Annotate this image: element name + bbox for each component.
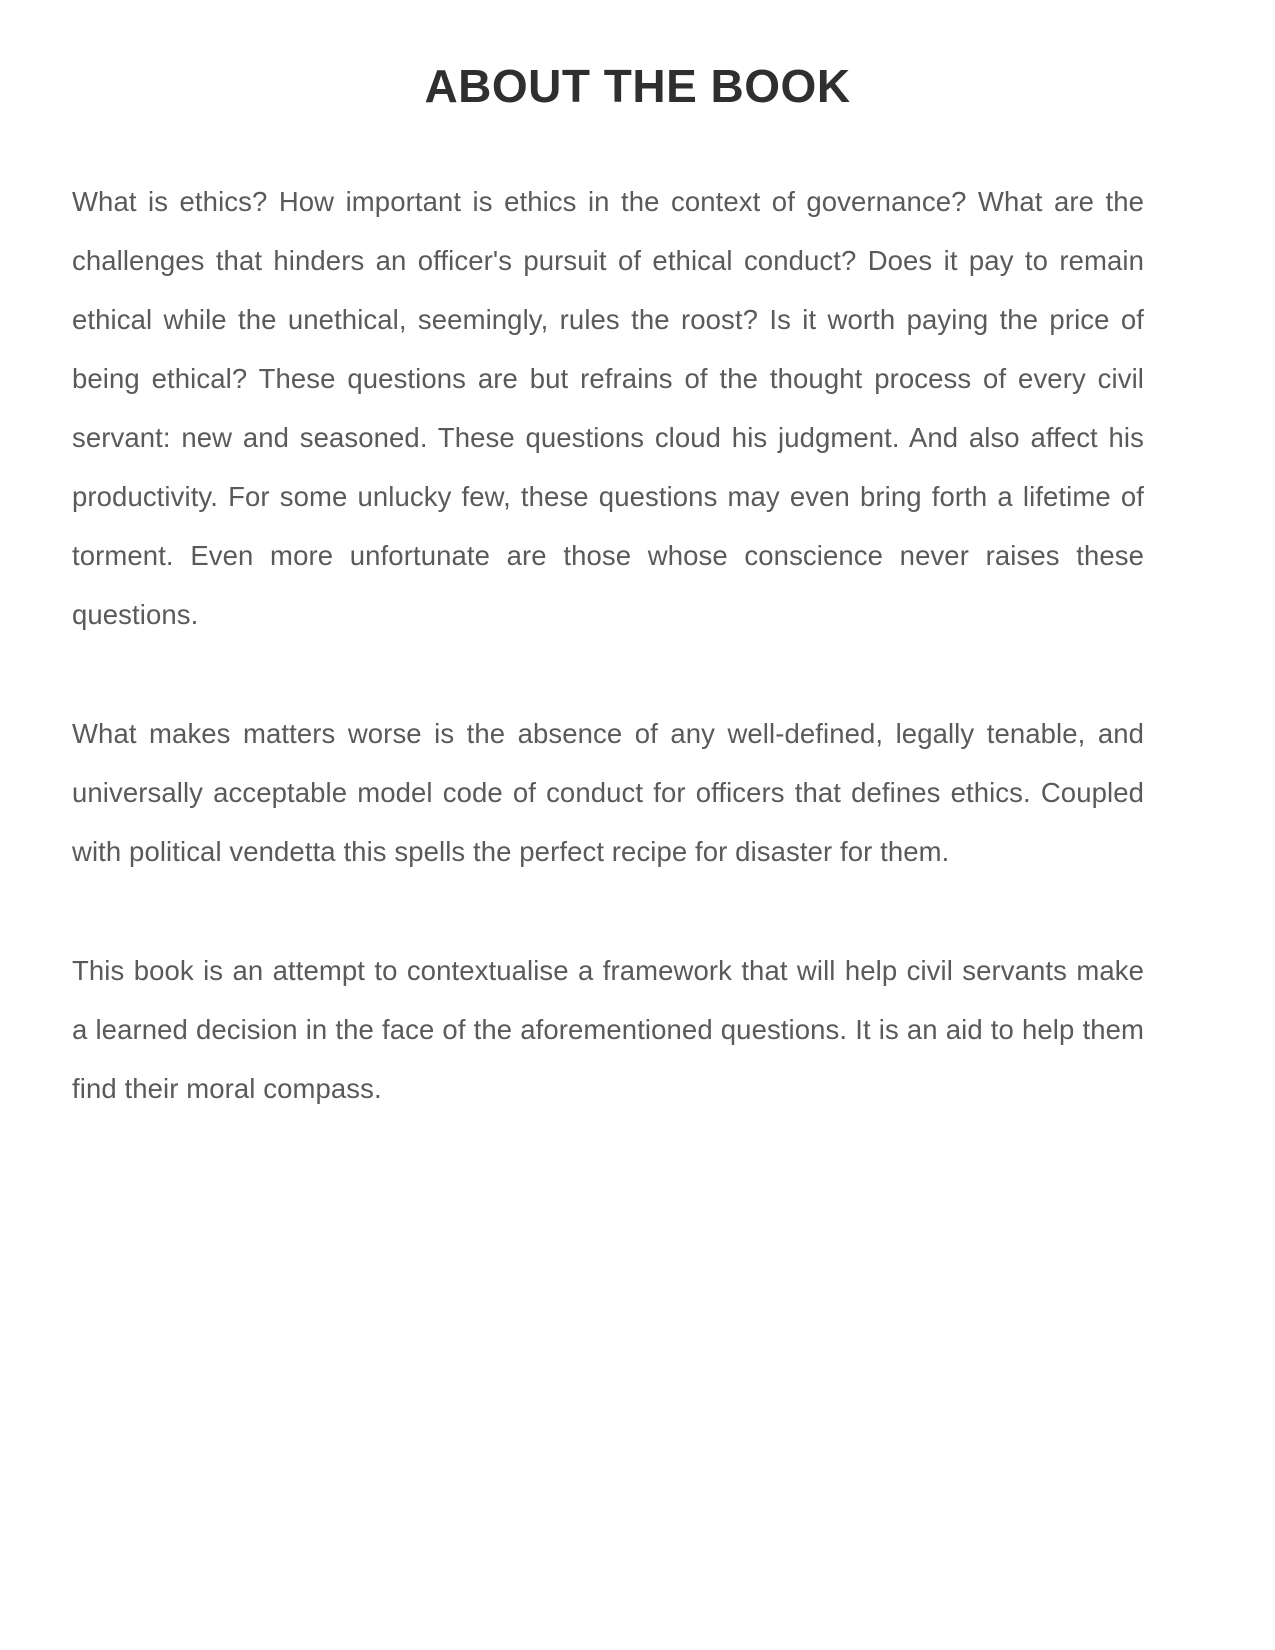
paragraph-3: This book is an attempt to contextualise a framework that will help civil servants make a learned decision in the face of the aforementioned questions. It is an aid to help them find their moral compass.	[72, 955, 1144, 1104]
about-the-book-body	[72, 172, 1144, 1118]
page-title: ABOUT THE BOOK	[424, 60, 851, 112]
paragraph-1: What is ethics? How important is ethics in the context of governance? What are the challenges that hinders an officer's pursuit of ethical conduct? Does it pay to remain ethical while the unethical, seemingly, rules the roost? Is it worth paying the price of being ethical? These questions are but refrains of the thought process of every civil servant: new and seasoned. These questions cloud his judgment. And also affect his productivity. For some unlucky few, these questions may even bring forth a lifetime of torment. Even more unfortunate are those whose conscience never raises these questions.	[72, 186, 1144, 630]
paragraph-2: What makes matters worse is the absence of any well-defined, legally tenable, and universally acceptable model code of conduct for officers that defines ethics. Coupled with political vendetta this spells the perfect recipe for disaster for them.	[72, 718, 1144, 867]
